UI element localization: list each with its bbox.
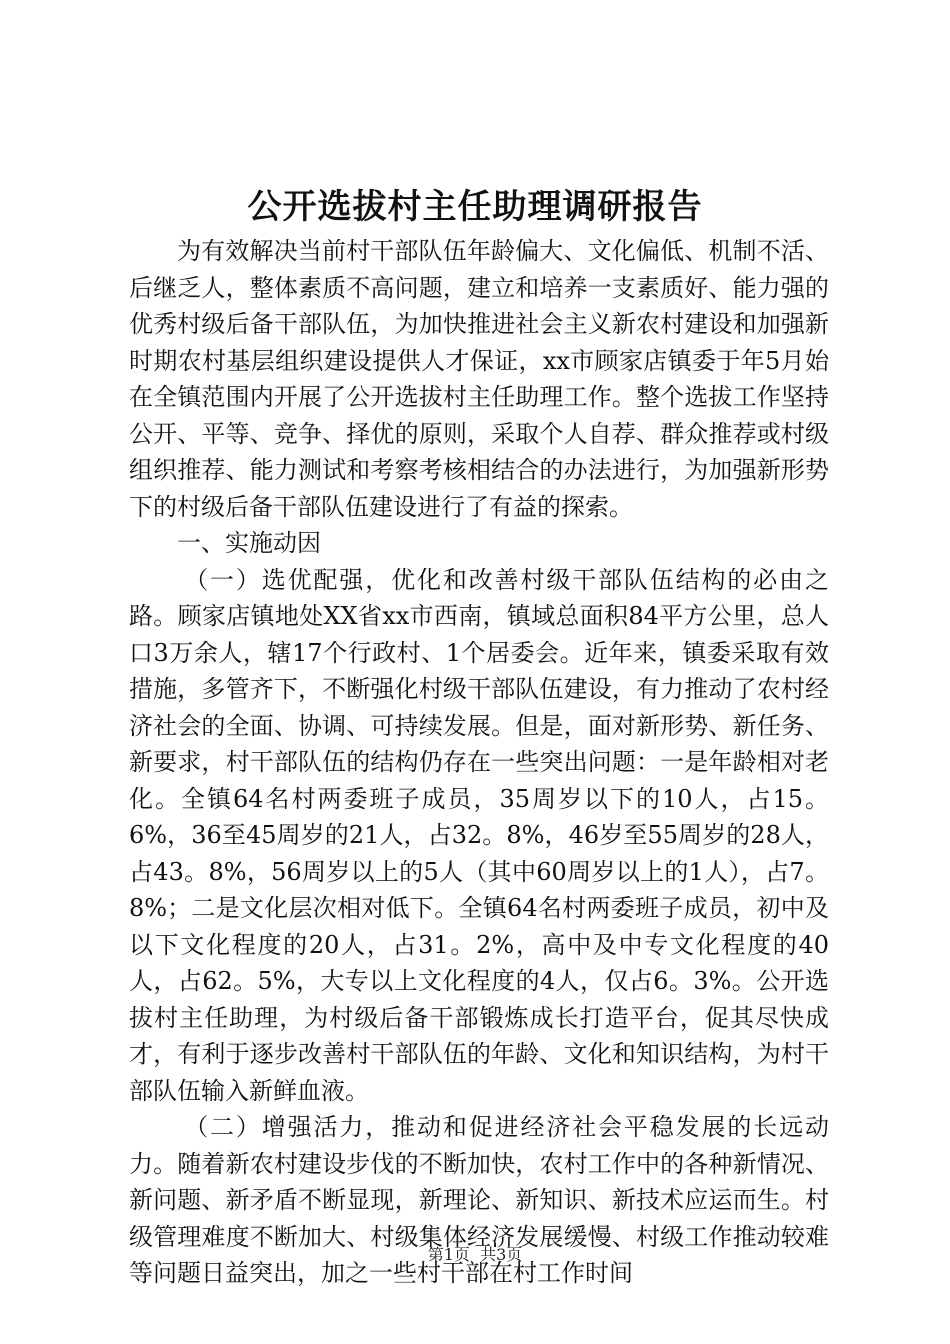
document-body (129, 233, 829, 1292)
section-heading: 一、实施动因 (177, 529, 321, 557)
intro-paragraph: 为有效解决当前村干部队伍年龄偏大、文化偏低、机制不活、后继乏人，整体素质不高问题，建立和培养一支素质好、能力强的优秀村级后备干部队伍，为加快推进社会主义新农村建设和加强新时期农村基层组织建设提供人才保证，xx市顾家店镇委于年5月始在全镇范围内开展了公开选拔村主任助理工作。整个选拔工作坚持公开、平等、竞争、择优的原则，采取个人自荐、群众推荐或村级组织推荐、能力测试和考察考核相结合的办法进行，为加强新形势下的村级后备干部队伍建设进行了有益的探索。 (129, 237, 829, 521)
subsection-paragraph-2: （二）增强活力，推动和促进经济社会平稳发展的长远动力。随着新农村建设步伐的不断加快，农村工作中的各种新情况、新问题、新矛盾不断显现，新理论、新知识、新技术应运而生。村级管理难度不断加大、村级集体经济发展缓慢、村级工作推动较难等问题日益突出，加之一些村干部在村工作时间 (129, 1113, 829, 1287)
subsection-paragraph-1: （一）选优配强，优化和改善村级干部队伍结构的必由之路。顾家店镇地处XX省xx市西南，镇域总面积84平方公里，总人口3万余人，辖17个行政村、1个居委会。近年来，镇委采取有效措施，多管齐下，不断强化村级干部队伍建设，有力推动了农村经济社会的全面、协调、可持续发展。但是，面对新形势、新任务、新要求，村干部队伍的结构仍存在一些突出问题：一是年龄相对老化。全镇64名村两委班子成员，35周岁以下的10人，占15。6%，36至45周岁的21人，占32。8%，46岁至55周岁的28人，占43。8%，56周岁以上的5人（其中60周岁以上的1人），占7。8%；二是文化层次相对低下。全镇64名村两委班子成员，初中及以下文化程度的20人，占31。2%，高中及中专文化程度的40人，占62。5%，大专以上文化程度的4人，仅占6。3%。公开选拔村主任助理，为村级后备干部锻炼成长打造平台，促其尽快成才，有利于逐步改善村干部队伍的年龄、文化和知识结构，为村干部队伍输入新鲜血液。 (129, 565, 829, 1105)
document-title: 公开选拔村主任助理调研报告 (247, 187, 703, 227)
page-footer (0, 1244, 950, 1266)
page-number-label: 第1页 共3页 (427, 1245, 523, 1264)
